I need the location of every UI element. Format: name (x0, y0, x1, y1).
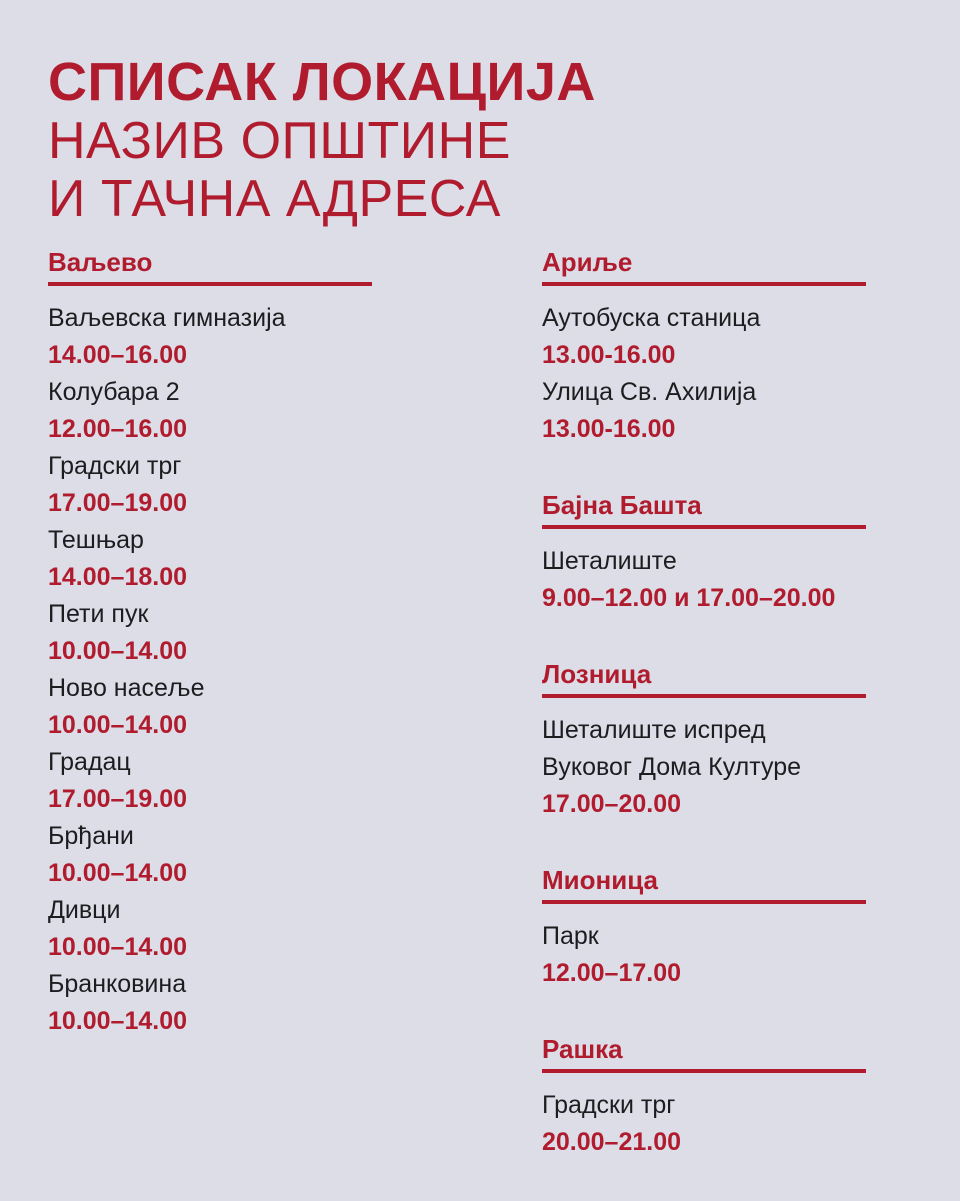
location-name: Бранковина (48, 970, 187, 998)
location-name: Градски трг (542, 1091, 676, 1119)
right-column (542, 245, 942, 1201)
page-subtitle-line-1: НАЗИВ ОПШТИНЕ (48, 112, 511, 170)
section-valjevo (48, 245, 378, 1040)
location-item (48, 448, 378, 522)
section-title: Ваљево (48, 247, 153, 277)
location-time: 9.00–12.00 и 17.00–20.00 (542, 584, 836, 612)
page-subtitle-line-2: И ТАЧНА АДРЕСА (48, 170, 501, 228)
location-name: Парк (542, 922, 599, 950)
location-name: Улица Св. Ахилија (542, 378, 757, 406)
location-name: Градски трг (48, 452, 182, 480)
location-time: 17.00–19.00 (48, 785, 188, 813)
left-column (48, 245, 378, 1080)
location-item (542, 1087, 942, 1161)
location-time: 14.00–16.00 (48, 341, 188, 369)
location-name: Ваљевска гимназија (48, 304, 286, 332)
section-arilje (542, 245, 942, 448)
location-item (542, 918, 942, 992)
location-item (542, 712, 942, 823)
location-time: 12.00–16.00 (48, 415, 188, 443)
section-divider (542, 282, 866, 286)
section-title: Ариље (542, 247, 633, 277)
location-time: 10.00–14.00 (48, 1007, 188, 1035)
location-item (542, 300, 942, 374)
section-title: Рашка (542, 1034, 623, 1064)
location-name: Колубара 2 (48, 378, 180, 406)
section-divider (542, 694, 866, 698)
location-time: 20.00–21.00 (542, 1128, 682, 1156)
location-time: 10.00–14.00 (48, 859, 188, 887)
section-mionica (542, 863, 942, 992)
location-name: Шеталиште (542, 547, 677, 575)
section-divider (542, 900, 866, 904)
section-loznica (542, 657, 942, 823)
section-divider (542, 1069, 866, 1073)
location-time: 13.00-16.00 (542, 341, 676, 369)
location-name: Ново насеље (48, 674, 205, 702)
location-time: 17.00–19.00 (48, 489, 188, 517)
location-time: 10.00–14.00 (48, 711, 188, 739)
location-item (542, 543, 942, 617)
section-title: Мионица (542, 865, 658, 895)
location-item (48, 670, 378, 744)
location-name: Тешњар (48, 526, 144, 554)
section-title: Бајна Башта (542, 490, 702, 520)
section-title: Лозница (542, 659, 652, 689)
location-name: Дивци (48, 896, 121, 924)
section-divider (48, 282, 372, 286)
location-item (48, 596, 378, 670)
location-item (48, 374, 378, 448)
location-time: 14.00–18.00 (48, 563, 188, 591)
location-item (48, 892, 378, 966)
section-raska (542, 1032, 942, 1161)
page-title: СПИСАК ЛОКАЦИЈА (48, 52, 596, 112)
location-item (542, 374, 942, 448)
location-item (48, 966, 378, 1040)
section-divider (542, 525, 866, 529)
section-bajna-basta (542, 488, 942, 617)
location-time: 17.00–20.00 (542, 790, 682, 818)
location-name: Шеталиште испред Вуковог Дома Културе (542, 716, 801, 781)
location-item (48, 818, 378, 892)
location-item (48, 300, 378, 374)
location-time: 12.00–17.00 (542, 959, 682, 987)
location-name: Градац (48, 748, 131, 776)
location-item (48, 744, 378, 818)
location-name: Брђани (48, 822, 134, 850)
location-time: 10.00–14.00 (48, 933, 188, 961)
location-time: 10.00–14.00 (48, 637, 188, 665)
location-name: Пети пук (48, 600, 149, 628)
header (48, 52, 596, 228)
location-name: Аутобуска станица (542, 304, 761, 332)
location-item (48, 522, 378, 596)
location-time: 13.00-16.00 (542, 415, 676, 443)
